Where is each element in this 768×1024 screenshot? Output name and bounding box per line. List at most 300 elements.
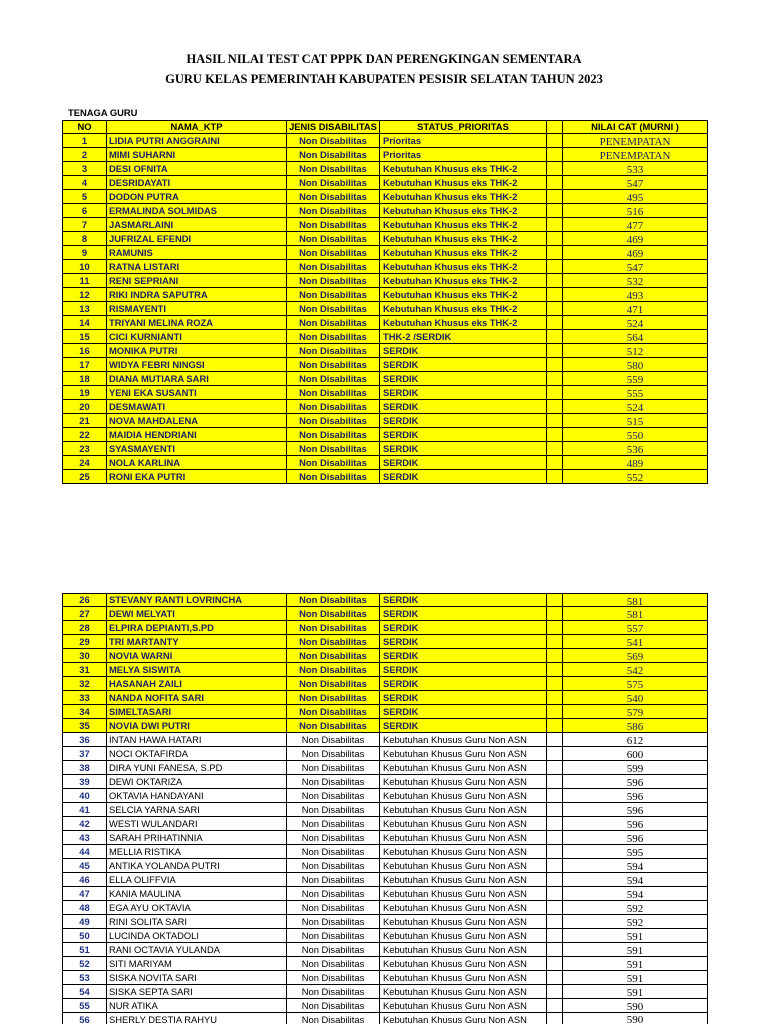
table-row bbox=[62, 677, 708, 691]
row-number: 26 bbox=[62, 593, 107, 607]
row-disability: Non Disabilitas bbox=[287, 649, 380, 663]
row-score: 592 bbox=[563, 901, 708, 915]
row-score: 592 bbox=[563, 915, 708, 929]
row-status: Kebutuhan Khusus Guru Non ASN bbox=[380, 789, 547, 803]
row-score: 599 bbox=[563, 761, 708, 775]
row-score: 591 bbox=[563, 943, 708, 957]
row-score: 533 bbox=[563, 162, 708, 176]
section-label: TENAGA GURU bbox=[68, 107, 138, 118]
row-number: 45 bbox=[62, 859, 107, 873]
row-disability: Non Disabilitas bbox=[287, 733, 380, 747]
row-spacer bbox=[547, 803, 563, 817]
table-row bbox=[62, 775, 708, 789]
row-disability: Non Disabilitas bbox=[287, 344, 380, 358]
row-status: Kebutuhan Khusus eks THK-2 bbox=[380, 162, 547, 176]
row-number: 39 bbox=[62, 775, 107, 789]
table-row bbox=[62, 274, 708, 288]
row-name: RENI SEPRIANI bbox=[107, 274, 287, 288]
row-disability: Non Disabilitas bbox=[287, 887, 380, 901]
row-spacer bbox=[547, 915, 563, 929]
row-status: Kebutuhan Khusus Guru Non ASN bbox=[380, 887, 547, 901]
table-row bbox=[62, 943, 708, 957]
row-spacer bbox=[547, 204, 563, 218]
row-number: 38 bbox=[62, 761, 107, 775]
row-name: JASMARLAINI bbox=[107, 218, 287, 232]
table-row bbox=[62, 635, 708, 649]
table-row bbox=[62, 607, 708, 621]
row-status: Kebutuhan Khusus eks THK-2 bbox=[380, 288, 547, 302]
row-disability: Non Disabilitas bbox=[287, 330, 380, 344]
row-number: 20 bbox=[62, 400, 107, 414]
row-status: Prioritas bbox=[380, 148, 547, 162]
row-spacer bbox=[547, 260, 563, 274]
row-score: 536 bbox=[563, 442, 708, 456]
row-number: 11 bbox=[62, 274, 107, 288]
table-row bbox=[62, 873, 708, 887]
row-disability: Non Disabilitas bbox=[287, 999, 380, 1013]
table-row bbox=[62, 733, 708, 747]
row-spacer bbox=[547, 873, 563, 887]
row-disability: Non Disabilitas bbox=[287, 831, 380, 845]
row-score: 489 bbox=[563, 456, 708, 470]
row-status: Kebutuhan Khusus eks THK-2 bbox=[380, 176, 547, 190]
row-status: Kebutuhan Khusus eks THK-2 bbox=[380, 218, 547, 232]
row-spacer bbox=[547, 232, 563, 246]
row-score: 524 bbox=[563, 316, 708, 330]
row-name: RATNA LISTARI bbox=[107, 260, 287, 274]
table-row bbox=[62, 985, 708, 999]
row-number: 30 bbox=[62, 649, 107, 663]
row-number: 36 bbox=[62, 733, 107, 747]
row-disability: Non Disabilitas bbox=[287, 316, 380, 330]
row-name: MONIKA PUTRI bbox=[107, 344, 287, 358]
row-disability: Non Disabilitas bbox=[287, 442, 380, 456]
row-score: 596 bbox=[563, 817, 708, 831]
table-row bbox=[62, 316, 708, 330]
row-spacer bbox=[547, 901, 563, 915]
table-row bbox=[62, 831, 708, 845]
row-status: SERDIK bbox=[380, 372, 547, 386]
row-spacer bbox=[547, 705, 563, 719]
row-disability: Non Disabilitas bbox=[287, 803, 380, 817]
row-disability: Non Disabilitas bbox=[287, 593, 380, 607]
row-disability: Non Disabilitas bbox=[287, 635, 380, 649]
row-number: 7 bbox=[62, 218, 107, 232]
table-row bbox=[62, 288, 708, 302]
row-score: 586 bbox=[563, 719, 708, 733]
table-row bbox=[62, 971, 708, 985]
row-number: 41 bbox=[62, 803, 107, 817]
row-disability: Non Disabilitas bbox=[287, 260, 380, 274]
table-row bbox=[62, 761, 708, 775]
row-status: SERDIK bbox=[380, 428, 547, 442]
row-disability: Non Disabilitas bbox=[287, 162, 380, 176]
table-row bbox=[62, 691, 708, 705]
row-status: Kebutuhan Khusus eks THK-2 bbox=[380, 190, 547, 204]
header-spacer bbox=[547, 120, 563, 134]
table-row bbox=[62, 887, 708, 901]
row-status: Kebutuhan Khusus Guru Non ASN bbox=[380, 775, 547, 789]
row-spacer bbox=[547, 733, 563, 747]
row-status: SERDIK bbox=[380, 635, 547, 649]
row-disability: Non Disabilitas bbox=[287, 386, 380, 400]
row-name: SISKA NOVITA SARI bbox=[107, 971, 287, 985]
row-number: 22 bbox=[62, 428, 107, 442]
row-status: Prioritas bbox=[380, 134, 547, 148]
row-spacer bbox=[547, 456, 563, 470]
table-row bbox=[62, 915, 708, 929]
row-name: RAMUNIS bbox=[107, 246, 287, 260]
row-disability: Non Disabilitas bbox=[287, 621, 380, 635]
row-disability: Non Disabilitas bbox=[287, 204, 380, 218]
row-status: SERDIK bbox=[380, 621, 547, 635]
row-score: 591 bbox=[563, 985, 708, 999]
row-number: 16 bbox=[62, 344, 107, 358]
row-disability: Non Disabilitas bbox=[287, 288, 380, 302]
row-spacer bbox=[547, 176, 563, 190]
row-name: DIRA YUNI FANESA, S.PD bbox=[107, 761, 287, 775]
row-status: Kebutuhan Khusus Guru Non ASN bbox=[380, 971, 547, 985]
row-score: 469 bbox=[563, 246, 708, 260]
row-number: 40 bbox=[62, 789, 107, 803]
row-spacer bbox=[547, 428, 563, 442]
row-name: DEWI MELYATI bbox=[107, 607, 287, 621]
row-number: 23 bbox=[62, 442, 107, 456]
row-disability: Non Disabilitas bbox=[287, 663, 380, 677]
row-status: Kebutuhan Khusus Guru Non ASN bbox=[380, 733, 547, 747]
row-name: RISMAYENTI bbox=[107, 302, 287, 316]
row-number: 18 bbox=[62, 372, 107, 386]
table-header-row bbox=[62, 120, 708, 134]
row-name: ELPIRA DEPIANTI,S.PD bbox=[107, 621, 287, 635]
row-number: 35 bbox=[62, 719, 107, 733]
row-score: 540 bbox=[563, 691, 708, 705]
row-number: 1 bbox=[62, 134, 107, 148]
row-disability: Non Disabilitas bbox=[287, 428, 380, 442]
table-row bbox=[62, 663, 708, 677]
row-disability: Non Disabilitas bbox=[287, 400, 380, 414]
row-spacer bbox=[547, 943, 563, 957]
table-row bbox=[62, 817, 708, 831]
row-spacer bbox=[547, 663, 563, 677]
page-subtitle: GURU KELAS PEMERINTAH KABUPATEN PESISIR SELATAN TAHUN 2023 bbox=[165, 72, 603, 86]
row-name: JUFRIZAL EFENDI bbox=[107, 232, 287, 246]
row-disability: Non Disabilitas bbox=[287, 971, 380, 985]
table-row bbox=[62, 246, 708, 260]
row-status: Kebutuhan Khusus Guru Non ASN bbox=[380, 803, 547, 817]
row-status: SERDIK bbox=[380, 414, 547, 428]
row-spacer bbox=[547, 635, 563, 649]
row-status: SERDIK bbox=[380, 663, 547, 677]
row-disability: Non Disabilitas bbox=[287, 957, 380, 971]
row-number: 24 bbox=[62, 456, 107, 470]
row-score: 541 bbox=[563, 635, 708, 649]
row-name: OKTAVIA HANDAYANI bbox=[107, 789, 287, 803]
table-row bbox=[62, 705, 708, 719]
row-number: 52 bbox=[62, 957, 107, 971]
row-disability: Non Disabilitas bbox=[287, 148, 380, 162]
row-status: SERDIK bbox=[380, 386, 547, 400]
row-name: SITI MARIYAM bbox=[107, 957, 287, 971]
table-row bbox=[62, 358, 708, 372]
row-spacer bbox=[547, 929, 563, 943]
table-row bbox=[62, 386, 708, 400]
table-row bbox=[62, 456, 708, 470]
row-number: 53 bbox=[62, 971, 107, 985]
row-score: 512 bbox=[563, 344, 708, 358]
row-disability: Non Disabilitas bbox=[287, 176, 380, 190]
row-status: Kebutuhan Khusus Guru Non ASN bbox=[380, 859, 547, 873]
row-spacer bbox=[547, 1013, 563, 1024]
row-spacer bbox=[547, 691, 563, 705]
row-score: 557 bbox=[563, 621, 708, 635]
row-name: SHERLY DESTIA RAHYU bbox=[107, 1013, 287, 1024]
table-row bbox=[62, 372, 708, 386]
row-name: DIANA MUTIARA SARI bbox=[107, 372, 287, 386]
row-status: Kebutuhan Khusus Guru Non ASN bbox=[380, 929, 547, 943]
row-disability: Non Disabilitas bbox=[287, 789, 380, 803]
row-status: SERDIK bbox=[380, 358, 547, 372]
table-row bbox=[62, 190, 708, 204]
row-score: 590 bbox=[563, 999, 708, 1013]
table-row bbox=[62, 148, 708, 162]
row-spacer bbox=[547, 344, 563, 358]
row-disability: Non Disabilitas bbox=[287, 274, 380, 288]
row-status: Kebutuhan Khusus Guru Non ASN bbox=[380, 747, 547, 761]
row-status: SERDIK bbox=[380, 719, 547, 733]
row-number: 5 bbox=[62, 190, 107, 204]
row-disability: Non Disabilitas bbox=[287, 232, 380, 246]
row-name: STEVANY RANTI LOVRINCHA bbox=[107, 593, 287, 607]
row-disability: Non Disabilitas bbox=[287, 929, 380, 943]
row-score: PENEMPATAN bbox=[563, 134, 708, 148]
row-score: 575 bbox=[563, 677, 708, 691]
row-disability: Non Disabilitas bbox=[287, 218, 380, 232]
row-name: NUR ATIKA bbox=[107, 999, 287, 1013]
table-row bbox=[62, 789, 708, 803]
row-number: 15 bbox=[62, 330, 107, 344]
row-spacer bbox=[547, 607, 563, 621]
row-disability: Non Disabilitas bbox=[287, 414, 380, 428]
row-spacer bbox=[547, 414, 563, 428]
row-name: SISKA SEPTA SARI bbox=[107, 985, 287, 999]
row-status: THK-2 /SERDIK bbox=[380, 330, 547, 344]
row-score: 477 bbox=[563, 218, 708, 232]
row-spacer bbox=[547, 442, 563, 456]
row-score: 493 bbox=[563, 288, 708, 302]
table-row bbox=[62, 260, 708, 274]
row-status: Kebutuhan Khusus Guru Non ASN bbox=[380, 845, 547, 859]
row-spacer bbox=[547, 719, 563, 733]
row-spacer bbox=[547, 288, 563, 302]
row-disability: Non Disabilitas bbox=[287, 817, 380, 831]
table-row bbox=[62, 719, 708, 733]
table-row bbox=[62, 649, 708, 663]
row-status: SERDIK bbox=[380, 442, 547, 456]
table-row bbox=[62, 176, 708, 190]
table-row bbox=[62, 302, 708, 316]
row-number: 4 bbox=[62, 176, 107, 190]
table-row bbox=[62, 162, 708, 176]
page-title: HASIL NILAI TEST CAT PPPK DAN PERENGKINGAN SEMENTARA bbox=[186, 52, 582, 66]
row-number: 46 bbox=[62, 873, 107, 887]
row-number: 13 bbox=[62, 302, 107, 316]
row-disability: Non Disabilitas bbox=[287, 775, 380, 789]
row-status: Kebutuhan Khusus eks THK-2 bbox=[380, 316, 547, 330]
row-status: SERDIK bbox=[380, 649, 547, 663]
row-number: 6 bbox=[62, 204, 107, 218]
row-status: Kebutuhan Khusus Guru Non ASN bbox=[380, 817, 547, 831]
row-name: DESI OFNITA bbox=[107, 162, 287, 176]
row-status: Kebutuhan Khusus eks THK-2 bbox=[380, 260, 547, 274]
row-disability: Non Disabilitas bbox=[287, 719, 380, 733]
row-score: 596 bbox=[563, 789, 708, 803]
row-status: Kebutuhan Khusus Guru Non ASN bbox=[380, 761, 547, 775]
row-disability: Non Disabilitas bbox=[287, 134, 380, 148]
row-spacer bbox=[547, 246, 563, 260]
row-name: MELLIA RISTIKA bbox=[107, 845, 287, 859]
row-status: Kebutuhan Khusus eks THK-2 bbox=[380, 246, 547, 260]
row-spacer bbox=[547, 358, 563, 372]
row-spacer bbox=[547, 593, 563, 607]
row-score: 552 bbox=[563, 470, 708, 484]
row-spacer bbox=[547, 649, 563, 663]
row-name: NOLA KARLINA bbox=[107, 456, 287, 470]
row-spacer bbox=[547, 621, 563, 635]
row-status: SERDIK bbox=[380, 607, 547, 621]
row-status: Kebutuhan Khusus Guru Non ASN bbox=[380, 943, 547, 957]
row-name: SELCIA YARNA SARI bbox=[107, 803, 287, 817]
row-score: 596 bbox=[563, 775, 708, 789]
row-score: 532 bbox=[563, 274, 708, 288]
row-name: MELYA SISWITA bbox=[107, 663, 287, 677]
row-name: HASANAH ZAILI bbox=[107, 677, 287, 691]
row-score: 594 bbox=[563, 873, 708, 887]
row-score: 555 bbox=[563, 386, 708, 400]
row-name: RANI OCTAVIA YULANDA bbox=[107, 943, 287, 957]
table-row bbox=[62, 330, 708, 344]
row-name: NOVA MAHDALENA bbox=[107, 414, 287, 428]
row-name: DEWI OKTARIZA bbox=[107, 775, 287, 789]
row-number: 10 bbox=[62, 260, 107, 274]
table-row bbox=[62, 747, 708, 761]
row-score: 591 bbox=[563, 957, 708, 971]
row-disability: Non Disabilitas bbox=[287, 677, 380, 691]
row-disability: Non Disabilitas bbox=[287, 943, 380, 957]
row-number: 50 bbox=[62, 929, 107, 943]
row-number: 19 bbox=[62, 386, 107, 400]
row-disability: Non Disabilitas bbox=[287, 985, 380, 999]
row-disability: Non Disabilitas bbox=[287, 915, 380, 929]
row-number: 43 bbox=[62, 831, 107, 845]
row-number: 9 bbox=[62, 246, 107, 260]
row-disability: Non Disabilitas bbox=[287, 705, 380, 719]
row-score: 547 bbox=[563, 260, 708, 274]
row-name: NANDA NOFITA SARI bbox=[107, 691, 287, 705]
results-table-continued bbox=[62, 593, 708, 1024]
row-spacer bbox=[547, 985, 563, 999]
row-name: EGA AYU OKTAVIA bbox=[107, 901, 287, 915]
row-number: 55 bbox=[62, 999, 107, 1013]
row-disability: Non Disabilitas bbox=[287, 607, 380, 621]
row-name: SIMELTASARI bbox=[107, 705, 287, 719]
table-row bbox=[62, 134, 708, 148]
table-row bbox=[62, 400, 708, 414]
row-status: Kebutuhan Khusus eks THK-2 bbox=[380, 204, 547, 218]
row-name: TRI MARTANTY bbox=[107, 635, 287, 649]
row-disability: Non Disabilitas bbox=[287, 190, 380, 204]
table-row bbox=[62, 859, 708, 873]
row-score: 591 bbox=[563, 929, 708, 943]
row-score: 596 bbox=[563, 803, 708, 817]
row-spacer bbox=[547, 190, 563, 204]
row-name: NOCI OKTAFIRDA bbox=[107, 747, 287, 761]
row-number: 47 bbox=[62, 887, 107, 901]
row-spacer bbox=[547, 971, 563, 985]
row-status: SERDIK bbox=[380, 400, 547, 414]
table-row bbox=[62, 442, 708, 456]
row-spacer bbox=[547, 134, 563, 148]
table-row bbox=[62, 344, 708, 358]
row-number: 31 bbox=[62, 663, 107, 677]
row-status: SERDIK bbox=[380, 593, 547, 607]
row-number: 27 bbox=[62, 607, 107, 621]
row-status: Kebutuhan Khusus Guru Non ASN bbox=[380, 985, 547, 999]
row-score: 542 bbox=[563, 663, 708, 677]
row-score: 547 bbox=[563, 176, 708, 190]
header-disability: JENIS DISABILITAS bbox=[287, 120, 380, 134]
row-disability: Non Disabilitas bbox=[287, 747, 380, 761]
row-name: DODON PUTRA bbox=[107, 190, 287, 204]
table-row bbox=[62, 1013, 708, 1024]
row-score: 600 bbox=[563, 747, 708, 761]
row-disability: Non Disabilitas bbox=[287, 1013, 380, 1024]
row-score: 580 bbox=[563, 358, 708, 372]
row-spacer bbox=[547, 330, 563, 344]
header-no: NO bbox=[62, 120, 107, 134]
row-spacer bbox=[547, 218, 563, 232]
row-spacer bbox=[547, 817, 563, 831]
row-number: 34 bbox=[62, 705, 107, 719]
table-row bbox=[62, 621, 708, 635]
row-name: ERMALINDA SOLMIDAS bbox=[107, 204, 287, 218]
table-row bbox=[62, 232, 708, 246]
row-name: WESTI WULANDARI bbox=[107, 817, 287, 831]
table-row bbox=[62, 428, 708, 442]
row-score: 516 bbox=[563, 204, 708, 218]
row-number: 3 bbox=[62, 162, 107, 176]
table-row bbox=[62, 204, 708, 218]
row-number: 33 bbox=[62, 691, 107, 705]
row-number: 32 bbox=[62, 677, 107, 691]
row-spacer bbox=[547, 887, 563, 901]
row-name: MIMI SUHARNI bbox=[107, 148, 287, 162]
table-row bbox=[62, 999, 708, 1013]
row-status: SERDIK bbox=[380, 691, 547, 705]
row-status: SERDIK bbox=[380, 677, 547, 691]
row-spacer bbox=[547, 845, 563, 859]
row-score: 581 bbox=[563, 607, 708, 621]
row-spacer bbox=[547, 999, 563, 1013]
row-status: Kebutuhan Khusus Guru Non ASN bbox=[380, 873, 547, 887]
row-number: 28 bbox=[62, 621, 107, 635]
row-spacer bbox=[547, 775, 563, 789]
row-name: RINI SOLITA SARI bbox=[107, 915, 287, 929]
row-status: Kebutuhan Khusus Guru Non ASN bbox=[380, 957, 547, 971]
row-spacer bbox=[547, 789, 563, 803]
row-name: RONI EKA PUTRI bbox=[107, 470, 287, 484]
row-status: Kebutuhan Khusus Guru Non ASN bbox=[380, 831, 547, 845]
